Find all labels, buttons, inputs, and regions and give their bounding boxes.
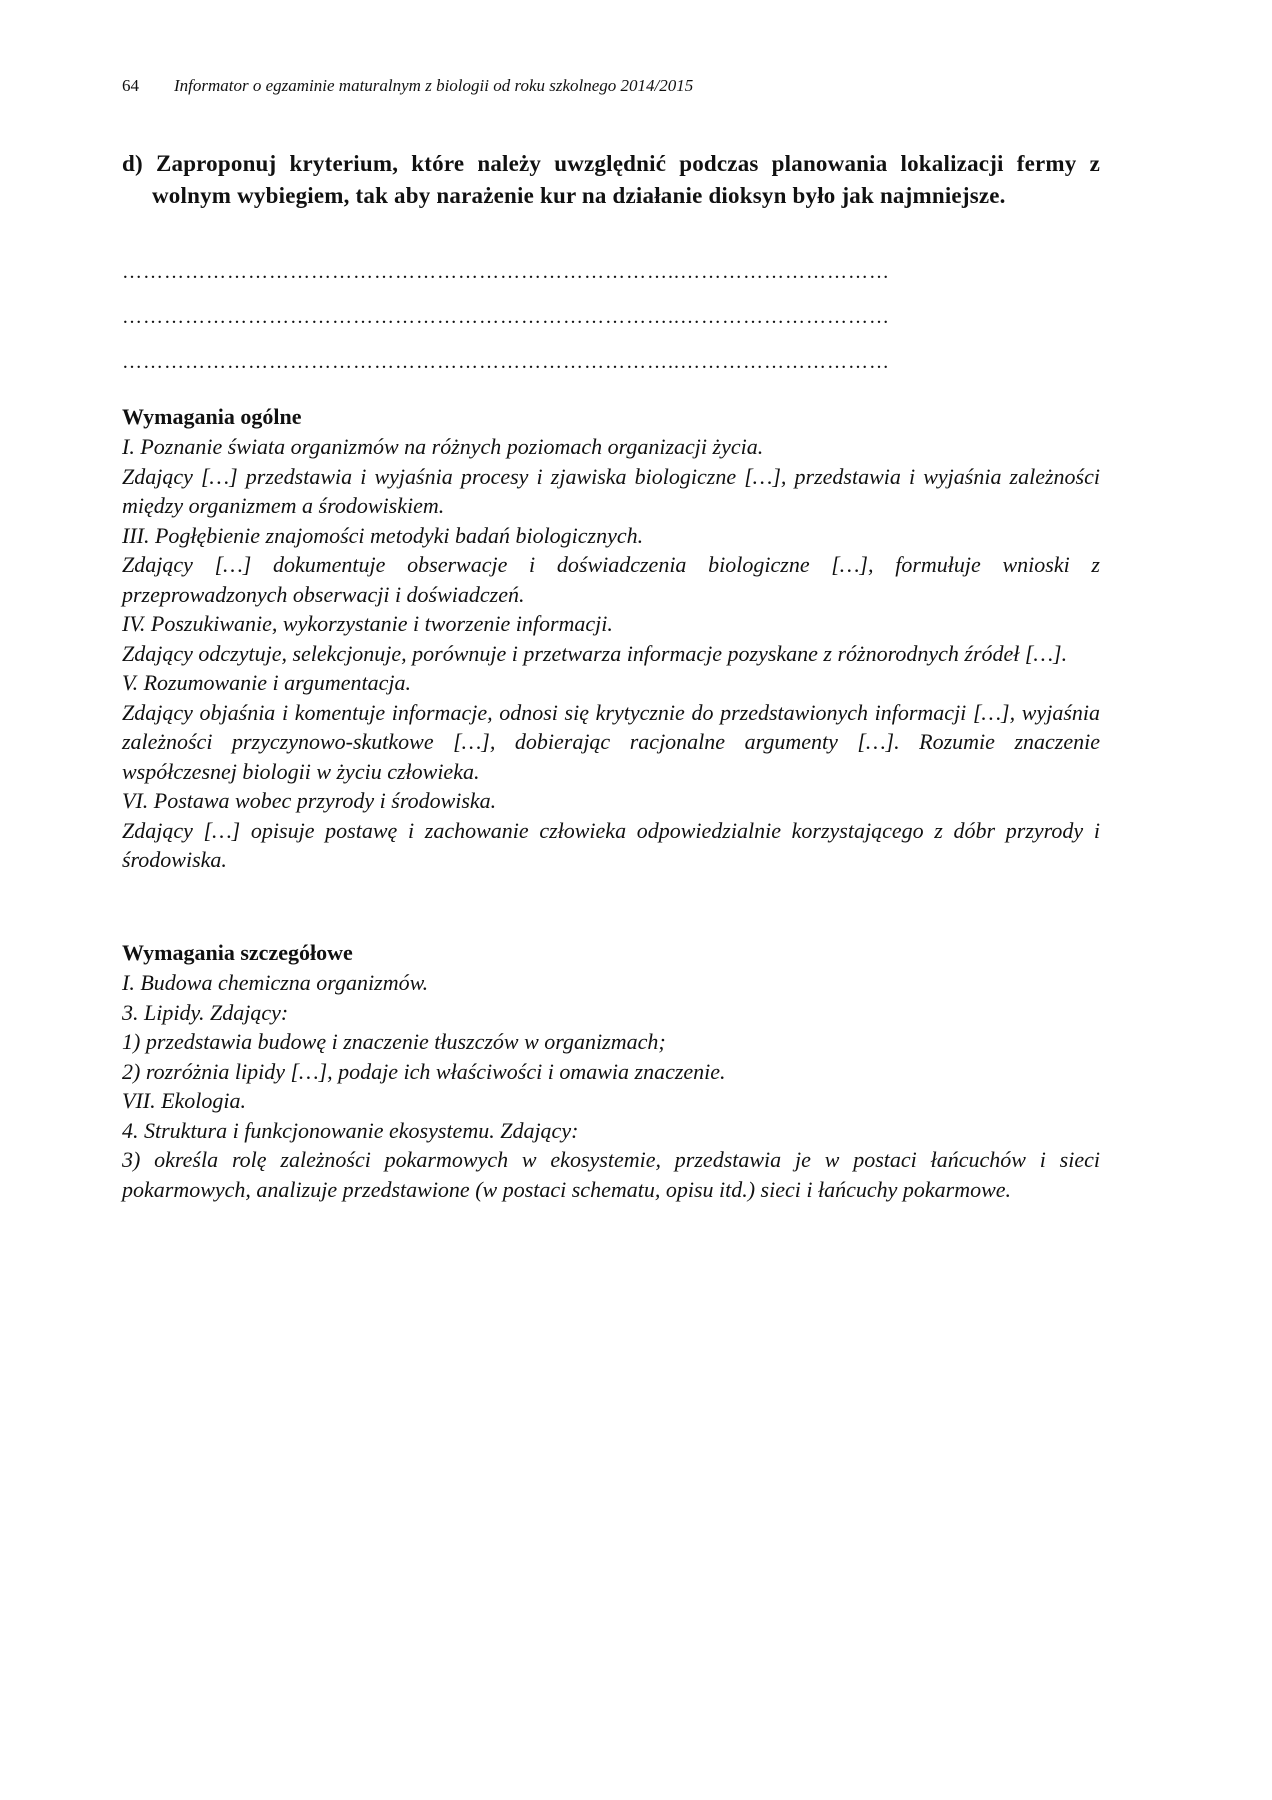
general-requirements-body	[122, 432, 1100, 875]
answer-area[interactable]	[122, 262, 1102, 397]
answer-line[interactable]: ……………………………………………………………………..…………………………	[122, 262, 890, 283]
detailed-requirements-section	[122, 938, 1100, 1204]
answer-line[interactable]: ……………………………………………………………………..…………………………	[122, 352, 890, 373]
requirement-item: V. Rozumowanie i argumentacja.	[122, 670, 412, 695]
requirement-item: Zdający […] opisuje postawę i zachowanie człowieka odpowiedzialnie korzystającego z dóbr przyrody i środowiska.	[122, 817, 1100, 872]
requirement-item: Zdający […] dokumentuje obserwacje i doświadczenia biologiczne […], formułuje wnioski z przeprowadzonych obserwacji i doświadczeń.	[122, 552, 1100, 607]
requirement-item: III. Pogłębienie znajomości metodyki badań biologicznych.	[122, 522, 644, 548]
page-number: 64	[122, 76, 139, 95]
requirement-item: VII. Ekologia.	[122, 1088, 247, 1113]
requirement-item: I. Poznanie świata organizmów na różnych poziomach organizacji życia.	[122, 434, 764, 459]
detailed-requirements-heading: Wymagania szczegółowe	[122, 940, 353, 965]
detailed-requirements-body	[122, 968, 1100, 1204]
requirement-item: I. Budowa chemiczna organizmów.	[122, 970, 429, 995]
requirement-item: 3) określa rolę zależności pokarmowych w ekosystemie, przedstawia je w postaci łańcuchów i sieci pokarmowych, analizuje przedstawione (w postaci schematu, opisu itd.) sieci i łańcuchy pokarmowe.	[122, 1147, 1100, 1202]
document-title: Informator o egzaminie maturalnym z biologii od roku szkolnego 2014/2015	[174, 76, 694, 95]
requirement-item: 4. Struktura i funkcjonowanie ekosystemu. Zdający:	[122, 1117, 579, 1143]
general-requirements-section	[122, 402, 1100, 875]
general-requirements-heading: Wymagania ogólne	[122, 404, 302, 429]
answer-line[interactable]: ……………………………………………………………………..…………………………	[122, 307, 890, 328]
requirement-item: Zdający objaśnia i komentuje informacje, odnosi się krytycznie do przedstawionych informacji […], wyjaśnia zależności przyczynowo-skutkowe […], dobierając racjonalne argumenty […]. Rozumie znaczenie współczesnej biologii w życiu człowieka.	[122, 699, 1100, 784]
requirement-item: IV. Poszukiwanie, wykorzystanie i tworzenie informacji.	[122, 611, 613, 636]
requirement-item: VI. Postawa wobec przyrody i środowiska.	[122, 788, 497, 813]
requirement-item: 3. Lipidy. Zdający:	[122, 999, 289, 1025]
requirement-item: Zdający […] przedstawia i wyjaśnia procesy i zjawiska biologiczne […], przedstawia i wyjaśnia zależności między organizmem a środowiskiem.	[122, 463, 1100, 518]
question-d: d) Zaproponuj kryterium, które należy uwzględnić podczas planowania lokalizacji fermy z wolnym wybiegiem, tak aby narażenie kur na działanie dioksyn było jak najmniejsze.	[122, 151, 1100, 208]
page-header	[122, 76, 693, 96]
requirement-item: 2) rozróżnia lipidy […], podaje ich właściwości i omawia znaczenie.	[122, 1058, 726, 1084]
requirement-item: Zdający odczytuje, selekcjonuje, porównuje i przetwarza informacje pozyskane z różnorodnych źródeł […].	[122, 640, 1068, 666]
requirement-item: 1) przedstawia budowę i znaczenie tłuszczów w organizmach;	[122, 1029, 666, 1054]
